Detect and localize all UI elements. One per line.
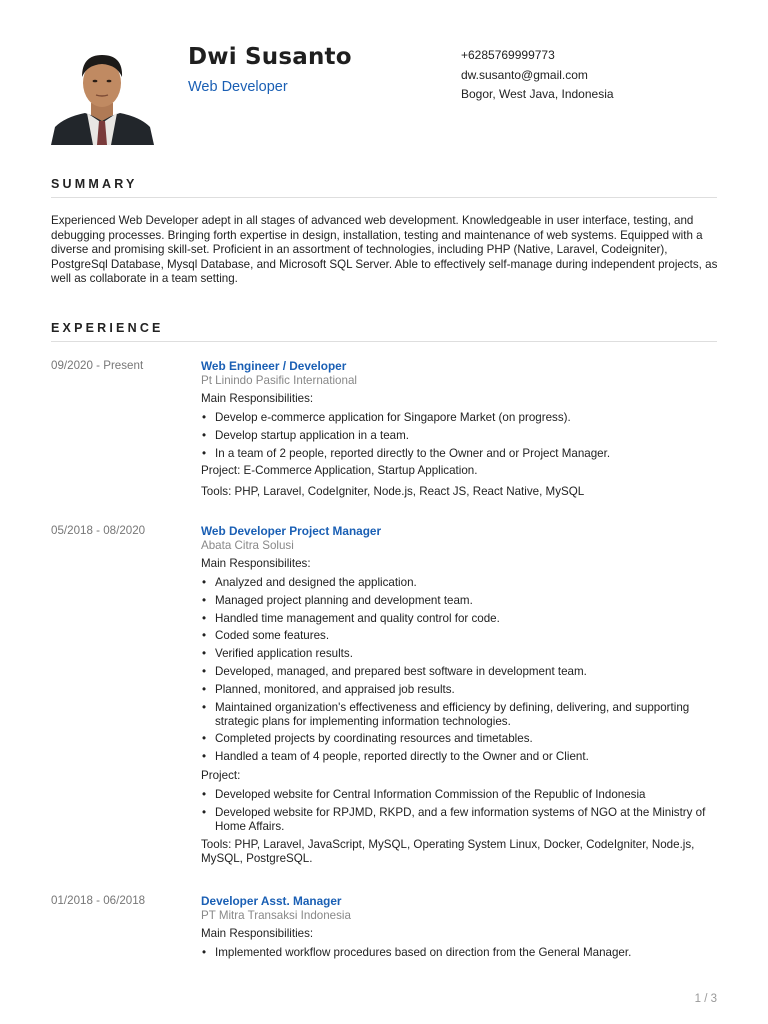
- tools-text: Tools: PHP, Laravel, CodeIgniter, Node.js, React JS, React Native, MySQL: [201, 484, 585, 498]
- list-item: • Handled time management and quality control for code.: [201, 612, 721, 626]
- candidate-name: Dwi Susanto: [188, 44, 352, 70]
- job-dates: 05/2018 - 08/2020: [51, 524, 146, 537]
- responsibilities-list: [201, 411, 721, 461]
- tools-text: Tools: PHP, Laravel, JavaScript, MySQL, Operating System Linux, Docker, CodeIgniter, Node.js, MySQL, PostgreSQL.: [201, 837, 695, 866]
- responsibilities-label: Main Responsibilities:: [201, 392, 314, 405]
- location: Bogor, West Java, Indonesia: [461, 87, 614, 101]
- experience-divider: [51, 341, 717, 342]
- summary-divider: [51, 197, 717, 198]
- summary-heading: SUMMARY: [51, 177, 138, 191]
- list-item: • Develop startup application in a team.: [201, 429, 721, 443]
- email-address: dw.susanto@gmail.com: [461, 67, 588, 82]
- list-item: • In a team of 2 people, reported directly to the Owner and or Project Manager.: [201, 447, 721, 461]
- job-title: Web Engineer / Developer: [201, 359, 347, 373]
- responsibilities-list: [201, 576, 721, 764]
- summary-text: Experienced Web Developer adept in all stages of advanced web development. Knowledgeable in user interface, testing, and debugging processes. Bringing forth expertise in design, installation, testing and maintenance of web systems. Equipped with a diverse and promising skill-set. Proficient in an assortment of technologies, including PHP (Native, Laravel, Codeigniter), PostgreSql Database, Mysql Database, and Microsoft SQL Server. Able to effectively self-manage during independent projects, as well as collaborate in a team setting.: [51, 214, 718, 285]
- list-item: • Analyzed and designed the application.: [201, 576, 721, 590]
- list-item: • Implemented workflow procedures based on direction from the General Manager.: [201, 946, 721, 960]
- job-details: [201, 524, 721, 867]
- project-text: Project: E-Commerce Application, Startup Application.: [201, 464, 478, 478]
- experience-heading: EXPERIENCE: [51, 321, 164, 335]
- job-title: Web Developer Project Manager: [201, 524, 382, 538]
- company-name: Abata Citra Solusi: [201, 539, 294, 552]
- job-dates: 09/2020 - Present: [51, 359, 144, 372]
- job-dates: 01/2018 - 06/2018: [51, 894, 146, 907]
- list-item: • Completed projects by coordinating resources and timetables.: [201, 732, 721, 746]
- list-item: • Coded some features.: [201, 629, 721, 643]
- company-name: Pt Linindo Pasific International: [201, 374, 357, 387]
- list-item: • Handled a team of 4 people, reported directly to the Owner and or Client.: [201, 750, 721, 764]
- list-item: • Planned, monitored, and appraised job results.: [201, 683, 721, 697]
- responsibilities-label: Main Responsibilities:: [201, 927, 314, 940]
- responsibilities-label: Main Responsibilites:: [201, 557, 311, 570]
- responsibilities-list: [201, 946, 721, 960]
- portrait-image: [51, 47, 154, 145]
- company-name: PT Mitra Transaksi Indonesia: [201, 909, 351, 922]
- list-item: • Developed website for Central Information Commission of the Republic of Indonesia: [201, 788, 721, 802]
- contact-block: [461, 46, 614, 105]
- job-title: Developer Asst. Manager: [201, 894, 342, 908]
- job-details: [201, 359, 721, 499]
- projects-list: [201, 788, 721, 834]
- list-item: • Verified application results.: [201, 647, 721, 661]
- phone-number: +6285769999773: [461, 48, 555, 62]
- candidate-role: Web Developer: [188, 79, 288, 95]
- job-details: [201, 894, 721, 964]
- list-item: • Managed project planning and development team.: [201, 594, 721, 608]
- project-label: Project:: [201, 768, 241, 782]
- list-item: • Developed website for RPJMD, RKPD, and a few information systems of NGO at the Ministry of Home Affairs.: [201, 806, 721, 834]
- profile-photo: [51, 47, 154, 145]
- list-item: • Maintained organization's effectiveness and efficiency by defining, delivering, and supporting strategic plans for implementing information technologies.: [201, 701, 721, 729]
- list-item: • Developed, managed, and prepared best software in development team.: [201, 665, 721, 679]
- list-item: • Develop e-commerce application for Singapore Market (on progress).: [201, 411, 721, 425]
- page-indicator: 1 / 3: [694, 993, 717, 1005]
